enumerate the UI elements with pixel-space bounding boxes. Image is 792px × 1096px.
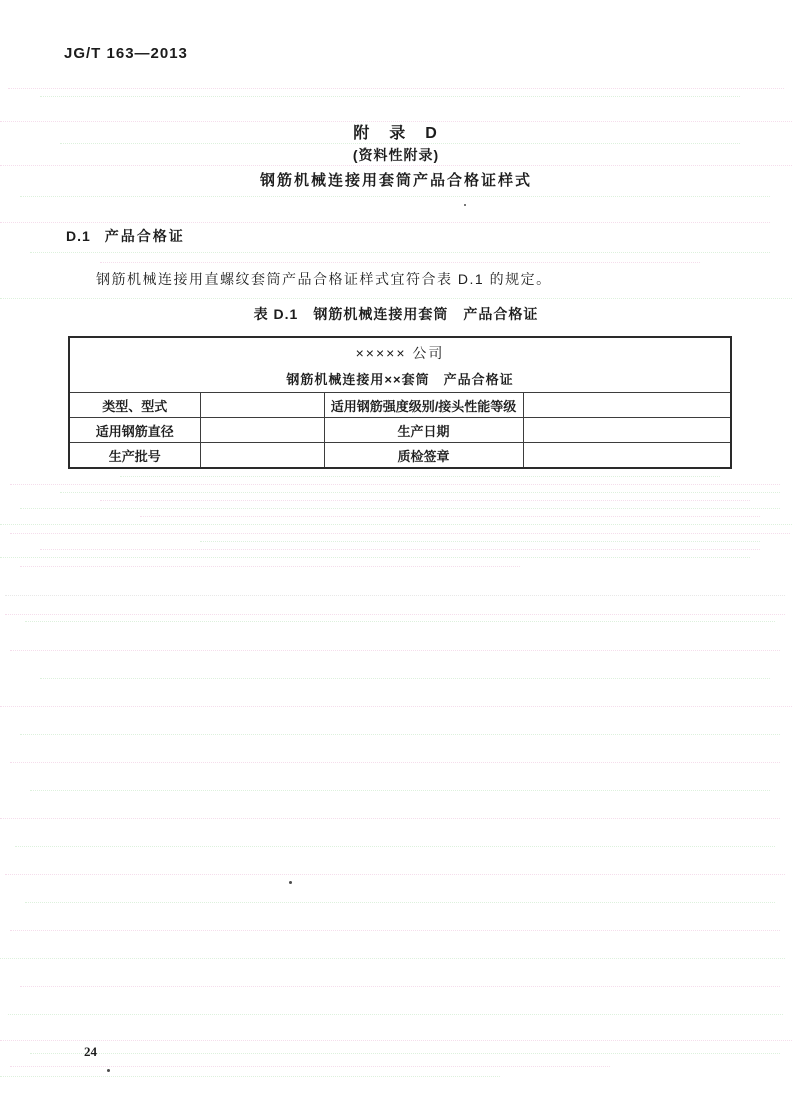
- scan-noise-line: [5, 595, 785, 596]
- scan-noise-line: [10, 1066, 610, 1067]
- table-caption: 表 D.1 钢筋机械连接用套筒 产品合格证: [253, 306, 539, 322]
- page-number: 24: [84, 1044, 97, 1059]
- scan-noise-line: [20, 196, 770, 197]
- table-row: [69, 443, 731, 469]
- scan-noise-line: [60, 143, 740, 144]
- scan-noise-line: [200, 541, 760, 542]
- scan-noise-line: [140, 516, 760, 517]
- scan-noise-line: [0, 222, 770, 223]
- value-cell-rebar-diameter: [200, 418, 324, 443]
- scan-noise-line: [0, 1040, 792, 1041]
- appendix-title: 附 录 D: [353, 125, 439, 142]
- label-cell-batch-number: 生产批号: [69, 443, 200, 469]
- scan-noise-line: [0, 818, 780, 819]
- section-title: 产品合格证: [104, 228, 185, 244]
- scan-noise-line: [25, 621, 775, 622]
- ink-speck: [464, 204, 466, 206]
- value-cell-inspection-seal: [523, 443, 731, 469]
- scan-noise-line: [100, 262, 700, 263]
- label-cell-strength-grade: 适用钢筋强度级别/接头性能等级: [324, 393, 523, 418]
- table-header-row: [69, 337, 731, 393]
- label-cell-inspection-seal: 质检签章: [324, 443, 523, 469]
- label-cell-rebar-diameter: 适用钢筋直径: [69, 418, 200, 443]
- scan-noise-line: [30, 252, 770, 253]
- scan-noise-line: [8, 1014, 783, 1015]
- appendix-subtitle: (资料性附录): [352, 147, 440, 163]
- table-row: [69, 418, 731, 443]
- scan-noise-line: [100, 500, 750, 501]
- scan-noise-line: [120, 476, 720, 477]
- value-cell-type: [200, 393, 324, 418]
- scan-noise-line: [30, 790, 770, 791]
- scan-noise-line: [15, 846, 775, 847]
- scan-noise-line: [40, 549, 760, 550]
- value-cell-strength-grade: [523, 393, 731, 418]
- scan-noise-line: [40, 678, 770, 679]
- appendix-name: 钢筋机械连接用套筒产品合格证样式: [259, 172, 532, 189]
- scan-noise-line: [0, 706, 792, 707]
- scan-noise-line: [0, 557, 750, 558]
- scan-noise-line: [10, 650, 780, 651]
- body-paragraph: 钢筋机械连接用直螺纹套筒产品合格证样式宜符合表 D.1 的规定。: [96, 271, 552, 287]
- certificate-title-line: 钢筋机械连接用××套筒 产品合格证: [286, 371, 514, 387]
- scan-noise-line: [20, 566, 520, 567]
- scan-noise-line: [20, 986, 780, 987]
- scan-noise-line: [10, 930, 780, 931]
- scan-noise-line: [0, 1076, 500, 1077]
- scan-noise-line: [40, 96, 740, 97]
- value-cell-production-date: [523, 418, 731, 443]
- section-number: D.1: [66, 228, 91, 244]
- scan-noise-line: [10, 484, 780, 485]
- scan-noise-line: [10, 762, 780, 763]
- scan-noise-line: [8, 88, 784, 89]
- scan-noise-line: [0, 298, 792, 299]
- scan-noise-line: [10, 533, 790, 534]
- scan-noise-line: [20, 734, 780, 735]
- scan-noise-line: [0, 958, 785, 959]
- scan-noise-line: [30, 1053, 780, 1054]
- value-cell-batch-number: [200, 443, 324, 469]
- standard-code-header: JG/T 163—2013: [64, 45, 188, 62]
- product-certificate-table: [68, 336, 732, 469]
- label-cell-production-date: 生产日期: [324, 418, 523, 443]
- section-heading: [66, 226, 185, 246]
- scan-noise-line: [60, 492, 780, 493]
- ink-speck: [107, 1069, 110, 1072]
- table-row: [69, 393, 731, 418]
- scan-noise-line: [0, 165, 792, 166]
- scan-noise-line: [5, 614, 785, 615]
- label-cell-type: 类型、型式: [69, 393, 200, 418]
- scan-noise-line: [20, 508, 780, 509]
- ink-speck: [289, 881, 292, 884]
- scan-noise-line: [25, 902, 775, 903]
- scan-noise-line: [0, 524, 792, 525]
- scan-noise-line: [5, 874, 785, 875]
- table-header-cell: [69, 337, 731, 393]
- company-name-line: ××××× 公司: [355, 344, 445, 361]
